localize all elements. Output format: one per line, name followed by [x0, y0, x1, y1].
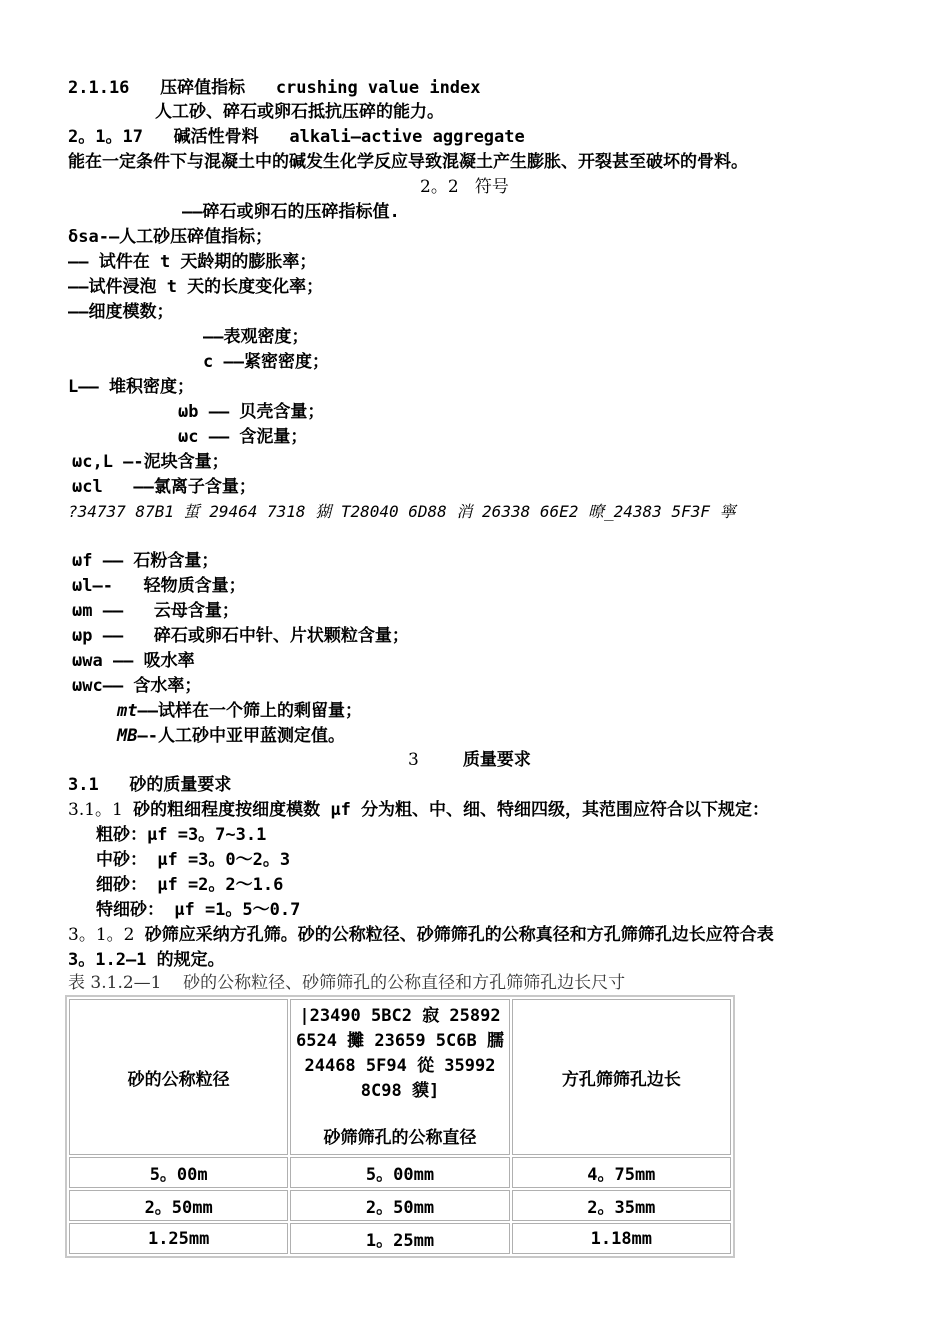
- header-sieve-diameter-label: 砂筛筛孔的公称直径: [323, 1127, 477, 1148]
- table-cell: 1.18mm: [512, 1223, 731, 1254]
- section-2-2-heading: 2。2 符号: [420, 177, 509, 197]
- symbol-line: ωm —— 云母含量；: [72, 601, 239, 621]
- header-sieve-diameter: [290, 999, 509, 1155]
- clause-2-1-16-definition: 人工砂、碎石或卵石抵抗压碎的能力。: [155, 102, 444, 122]
- grade-medium: 中砂： μf =3。0～2。3: [96, 850, 291, 870]
- symbol-line: ——细度模数；: [68, 302, 174, 322]
- symbol-line: —— 试件在 t 天龄期的膨胀率；: [68, 252, 317, 272]
- symbol-line: ωwc—— 含水率；: [72, 676, 202, 696]
- grade-fine: 细砂： μf =2。2～1.6: [96, 875, 284, 895]
- section-3-heading: 3 质量要求: [408, 750, 531, 770]
- symbol-line: ωwa —— 吸水率: [72, 651, 195, 671]
- symbol-line: ——碎石或卵石的压碎指标值.: [182, 202, 400, 222]
- sieve-size-table: [65, 995, 735, 1258]
- symbol-line: δsa-—人工砂压碎值指标；: [68, 227, 273, 247]
- symbol-line: L—— 堆积密度；: [68, 377, 194, 397]
- symbol-line: ——试件浸泡 t 天的长度变化率；: [68, 277, 324, 297]
- table-cell: 1.25mm: [69, 1223, 288, 1254]
- symbol-line: ωf —— 石粉含量；: [72, 551, 219, 571]
- symbol-line: ωcl ——氯离子含量；: [72, 477, 256, 497]
- header-garbled-line: 8C98 貘]: [360, 1080, 440, 1101]
- grade-extra-fine: 特细砂： μf =1。5～0.7: [96, 900, 301, 920]
- header-garbled-line: 6524 攤 23659 5C6B 臑: [295, 1030, 504, 1051]
- clause-3-1-1: 3.1。1 砂的粗细程度按细度模数 μf 分为粗、中、细、特细四级，其范围应符合以下规定：: [68, 800, 770, 820]
- table-row: [69, 1190, 731, 1221]
- header-garbled-line: |23490 5BC2 寂 25892: [299, 1005, 501, 1026]
- table-header-row: [69, 999, 731, 1155]
- table-cell: 2。35mm: [512, 1190, 731, 1221]
- symbol-line: ωl—- 轻物质含量；: [72, 576, 246, 596]
- garbled-line: ?34737 87B1 蜇 29464 7318 猢 T28040 6D88 消 26338 66E2 暸_24383 5F3F 寧: [68, 502, 736, 521]
- clause-3-1-2-cont: 3。1.2—1 的规定。: [68, 950, 225, 970]
- grade-coarse: 粗砂：μf =3。7~3.1: [96, 825, 267, 845]
- table-caption: 表 3.1.2—1 砂的公称粒径、砂筛筛孔的公称直径和方孔筛筛孔边长尺寸: [68, 973, 626, 993]
- table-cell: 5。00mm: [290, 1157, 509, 1188]
- header-garbled-line: 24468 5F94 從 35992: [304, 1055, 496, 1076]
- symbol-line: ——表观密度；: [203, 327, 309, 347]
- table-cell: 1。25mm: [290, 1223, 509, 1254]
- clause-3-1-2: 3。1。2 砂筛应采纳方孔筛。砂的公称粒径、砂筛筛孔的公称真径和方孔筛筛孔边长应符合表: [68, 925, 774, 945]
- symbol-line: ωc —— 含泥量；: [178, 427, 308, 447]
- symbol-line: ωc,L —-泥块含量；: [72, 452, 229, 472]
- symbol-line: ωb —— 贝壳含量；: [178, 402, 325, 422]
- clause-2-1-17-definition: 能在一定条件下与混凝土中的碱发生化学反应导致混凝土产生膨胀、开裂甚至破坏的骨料。: [68, 152, 748, 172]
- section-3-1-heading: 3.1 砂的质量要求: [68, 775, 232, 795]
- symbol-line: mt——试样在一个筛上的剩留量；: [117, 701, 362, 721]
- clause-2-1-16-title: 2.1.16 压碎值指标 crushing value index: [68, 78, 481, 98]
- clause-2-1-17-title: 2。1。17 碱活性骨料 alkali—active aggregate: [68, 127, 525, 147]
- table-row: [69, 1223, 731, 1254]
- symbol-line: ωp —— 碎石或卵石中针、片状颗粒含量；: [72, 626, 409, 646]
- table-cell: 2。50mm: [69, 1190, 288, 1221]
- symbol-line: MB—-人工砂中亚甲蓝测定值。: [117, 726, 345, 746]
- header-nominal-size: 砂的公称粒径: [69, 999, 288, 1155]
- symbol-line: c ——紧密密度；: [203, 352, 329, 372]
- header-square-hole-side: 方孔筛筛孔边长: [512, 999, 731, 1155]
- table-cell: 4。75mm: [512, 1157, 731, 1188]
- table-row: [69, 1157, 731, 1188]
- table-cell: 2。50mm: [290, 1190, 509, 1221]
- table-cell: 5。00m: [69, 1157, 288, 1188]
